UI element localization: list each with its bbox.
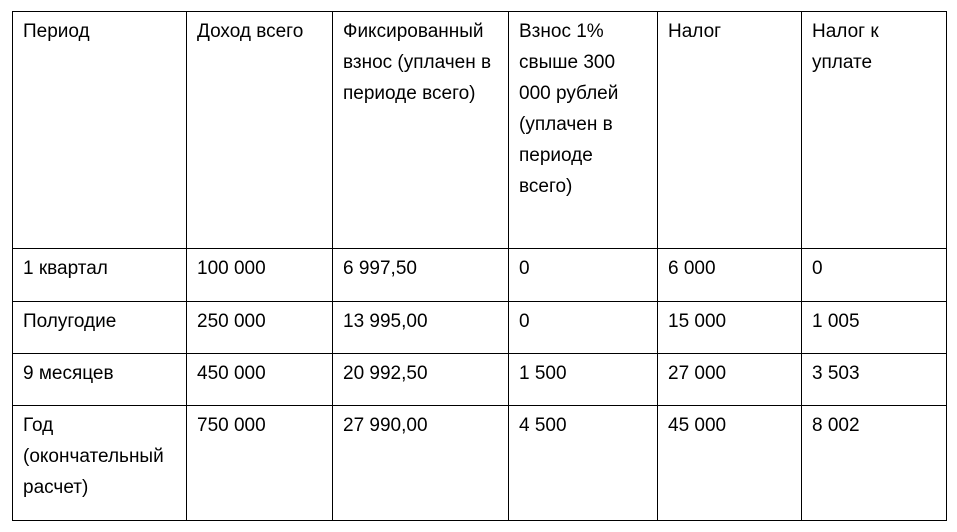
table-header-row — [13, 12, 947, 249]
cell-tax-payable: 3 503 — [802, 354, 947, 406]
cell-total-income: 750 000 — [187, 406, 333, 521]
cell-total-income: 450 000 — [187, 354, 333, 406]
table-row — [13, 354, 947, 406]
cell-total-income: 100 000 — [187, 249, 333, 302]
cell-fixed-contribution: 13 995,00 — [333, 302, 509, 354]
cell-one-percent-contribution: 1 500 — [509, 354, 658, 406]
table-row — [13, 302, 947, 354]
cell-tax: 45 000 — [658, 406, 802, 521]
header-fixed-contribution: Фиксированный взнос (уплачен в периоде всего) — [333, 12, 509, 249]
cell-tax-payable: 8 002 — [802, 406, 947, 521]
cell-tax: 15 000 — [658, 302, 802, 354]
cell-fixed-contribution: 6 997,50 — [333, 249, 509, 302]
header-total-income: Доход всего — [187, 12, 333, 249]
header-one-percent-contribution: Взнос 1% свыше 300 000 рублей (уплачен в периоде всего) — [509, 12, 658, 249]
cell-period: Полугодие — [13, 302, 187, 354]
table-row — [13, 406, 947, 521]
cell-one-percent-contribution: 0 — [509, 302, 658, 354]
cell-period: Год (окончательный расчет) — [13, 406, 187, 521]
tax-calculation-table — [12, 11, 947, 521]
header-tax: Налог — [658, 12, 802, 249]
header-period: Период — [13, 12, 187, 249]
cell-period: 9 месяцев — [13, 354, 187, 406]
cell-one-percent-contribution: 4 500 — [509, 406, 658, 521]
cell-tax-payable: 0 — [802, 249, 947, 302]
cell-total-income: 250 000 — [187, 302, 333, 354]
header-tax-payable: Налог к уплате — [802, 12, 947, 249]
cell-one-percent-contribution: 0 — [509, 249, 658, 302]
table-row — [13, 249, 947, 302]
cell-fixed-contribution: 27 990,00 — [333, 406, 509, 521]
cell-tax: 27 000 — [658, 354, 802, 406]
cell-period: 1 квартал — [13, 249, 187, 302]
cell-tax-payable: 1 005 — [802, 302, 947, 354]
cell-tax: 6 000 — [658, 249, 802, 302]
cell-fixed-contribution: 20 992,50 — [333, 354, 509, 406]
